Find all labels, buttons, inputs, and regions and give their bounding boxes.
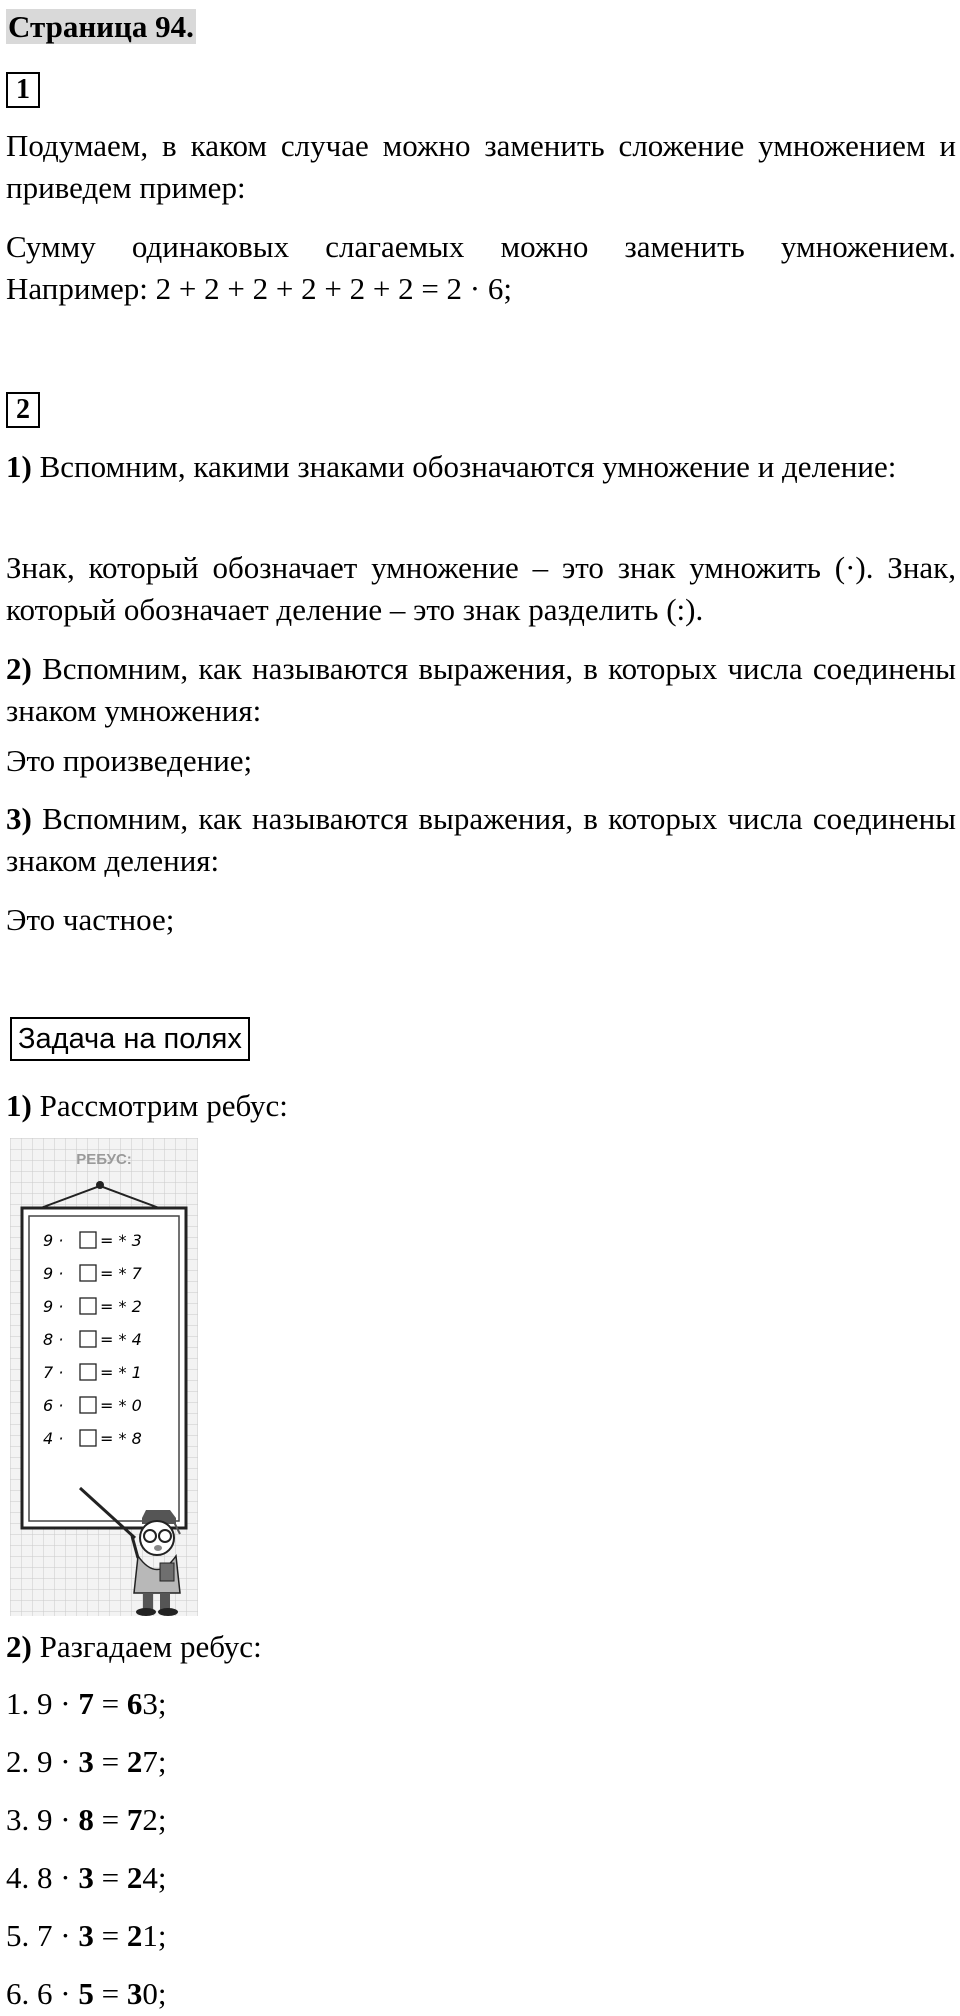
solution-factor: 5 — [78, 1976, 94, 2011]
solution-ones: 3 — [142, 1686, 158, 1721]
solution-end: ; — [157, 1918, 167, 1953]
solution-tens: 2 — [126, 1918, 143, 1953]
solution-factor: 8 — [78, 1802, 94, 1837]
task-2-part-2-question — [6, 648, 956, 732]
solution-tens: 6 — [126, 1686, 143, 1721]
solution-eq: = — [93, 1976, 127, 2011]
task-2-part-2-answer: Это произведение; — [6, 743, 253, 778]
solution-end: ; — [157, 1686, 167, 1721]
task-2-part-1-answer: Знак, который обозначает умножение – это знак умножить (·). Знак, который обозначает деление – это знак разделить (:). — [6, 550, 956, 627]
rebus-row-right: = * 3 — [100, 1231, 142, 1250]
part-1-number: 1) — [6, 449, 32, 484]
rebus-row-left: 9 · — [43, 1264, 64, 1283]
part-2-number: 2) — [6, 651, 32, 686]
solution-factor: 3 — [78, 1860, 94, 1895]
rebus-row-right: = * 7 — [100, 1264, 142, 1283]
solution-eq: = — [93, 1802, 127, 1837]
task-2-part-3-question — [6, 798, 956, 882]
solution-prefix: 5. 7 · — [6, 1918, 79, 1953]
solution-ones: 4 — [142, 1860, 158, 1895]
rebus-blank-box — [80, 1331, 96, 1347]
rebus-row-left: 6 · — [43, 1396, 64, 1415]
solution-ones: 2 — [142, 1802, 158, 1837]
rebus-row — [43, 1330, 142, 1349]
solution-line — [6, 1683, 166, 1725]
solution-eq: = — [93, 1686, 127, 1721]
solution-tens: 2 — [126, 1860, 143, 1895]
solution-ones: 1 — [142, 1918, 158, 1953]
solution-prefix: 4. 8 · — [6, 1860, 79, 1895]
solution-prefix: 1. 9 · — [6, 1686, 79, 1721]
rebus-illustration — [10, 1138, 198, 1616]
rebus-blank-box — [80, 1430, 96, 1446]
step-1-number: 1) — [6, 1088, 32, 1123]
part-2-question-text: Вспомним, как называются выражения, в которых числа соединены знаком умножения: — [6, 651, 956, 728]
solution-line — [6, 1741, 166, 1783]
solution-line — [6, 1799, 166, 1841]
margin-task-step-1 — [6, 1085, 288, 1127]
rebus-title: РЕБУС: — [76, 1151, 132, 1168]
part-3-question-text: Вспомним, как называются выражения, в которых числа соединены знаком деления: — [6, 801, 956, 878]
rebus-row-left: 4 · — [43, 1429, 64, 1448]
rebus-row — [43, 1429, 142, 1448]
step-2-number: 2) — [6, 1629, 32, 1664]
solution-ones: 7 — [142, 1744, 158, 1779]
rebus-row-right: = * 8 — [100, 1429, 142, 1448]
task-1-answer: Сумму одинаковых слагаемых можно заменить умножением. Например: 2 + 2 + 2 + 2 + 2 + 2 = 2 · 6; — [6, 229, 956, 306]
rebus-blank-box — [80, 1298, 96, 1314]
solution-end: ; — [157, 1976, 167, 2011]
nail-icon — [96, 1181, 104, 1189]
rebus-row-right: = * 0 — [100, 1396, 142, 1415]
rebus-row-left: 9 · — [43, 1297, 64, 1316]
solution-eq: = — [93, 1860, 127, 1895]
rebus-row — [43, 1297, 142, 1316]
task-2-part-1-question — [6, 446, 956, 488]
step-2-text: Разгадаем ребус: — [31, 1629, 262, 1664]
rebus-row-left: 8 · — [43, 1330, 64, 1349]
rebus-row — [43, 1396, 142, 1415]
solution-end: ; — [157, 1802, 167, 1837]
part-1-question-text: Вспомним, какими знаками обозначаются умножение и деление: — [31, 449, 897, 484]
rebus-blank-box — [80, 1265, 96, 1281]
solution-eq: = — [93, 1918, 127, 1953]
rebus-blank-box — [80, 1364, 96, 1380]
solution-end: ; — [157, 1860, 167, 1895]
task-1-number: 1 — [6, 72, 40, 108]
rebus-row-left: 9 · — [43, 1231, 64, 1250]
rebus-row-right: = * 4 — [100, 1330, 142, 1349]
task-1-question: Подумаем, в каком случае можно заменить сложение умножением и приведем пример: — [6, 128, 956, 205]
solution-eq: = — [93, 1744, 127, 1779]
solution-ones: 0 — [142, 1976, 158, 2011]
solution-end: ; — [157, 1744, 167, 1779]
solution-factor: 7 — [78, 1686, 94, 1721]
margin-task-label: Задача на полях — [10, 1017, 250, 1061]
margin-task-step-2 — [6, 1626, 262, 1668]
solution-line — [6, 1857, 166, 1899]
solution-prefix: 3. 9 · — [6, 1802, 79, 1837]
rebus-row-right: = * 1 — [100, 1363, 142, 1382]
part-3-number: 3) — [6, 801, 32, 836]
rebus-blank-box — [80, 1232, 96, 1248]
page-title — [6, 8, 196, 46]
solution-tens: 3 — [126, 1976, 143, 2011]
step-1-text: Рассмотрим ребус: — [31, 1088, 288, 1123]
rebus-row — [43, 1363, 142, 1382]
solution-line — [6, 1973, 166, 2015]
task-2-number: 2 — [6, 392, 40, 428]
solution-prefix: 6. 6 · — [6, 1976, 79, 2011]
rebus-row — [43, 1231, 142, 1250]
task-2-part-3-answer: Это частное; — [6, 902, 175, 937]
solution-factor: 3 — [78, 1744, 94, 1779]
rebus-row-right: = * 2 — [100, 1297, 142, 1316]
solution-prefix: 2. 9 · — [6, 1744, 79, 1779]
solution-tens: 2 — [126, 1744, 143, 1779]
rebus-blank-box — [80, 1397, 96, 1413]
page-title-text: Страница 94. — [8, 9, 194, 44]
rebus-row-left: 7 · — [43, 1363, 64, 1382]
solution-tens: 7 — [126, 1802, 143, 1837]
solution-factor: 3 — [78, 1918, 94, 1953]
rebus-row — [43, 1264, 143, 1283]
solution-line — [6, 1915, 166, 1957]
